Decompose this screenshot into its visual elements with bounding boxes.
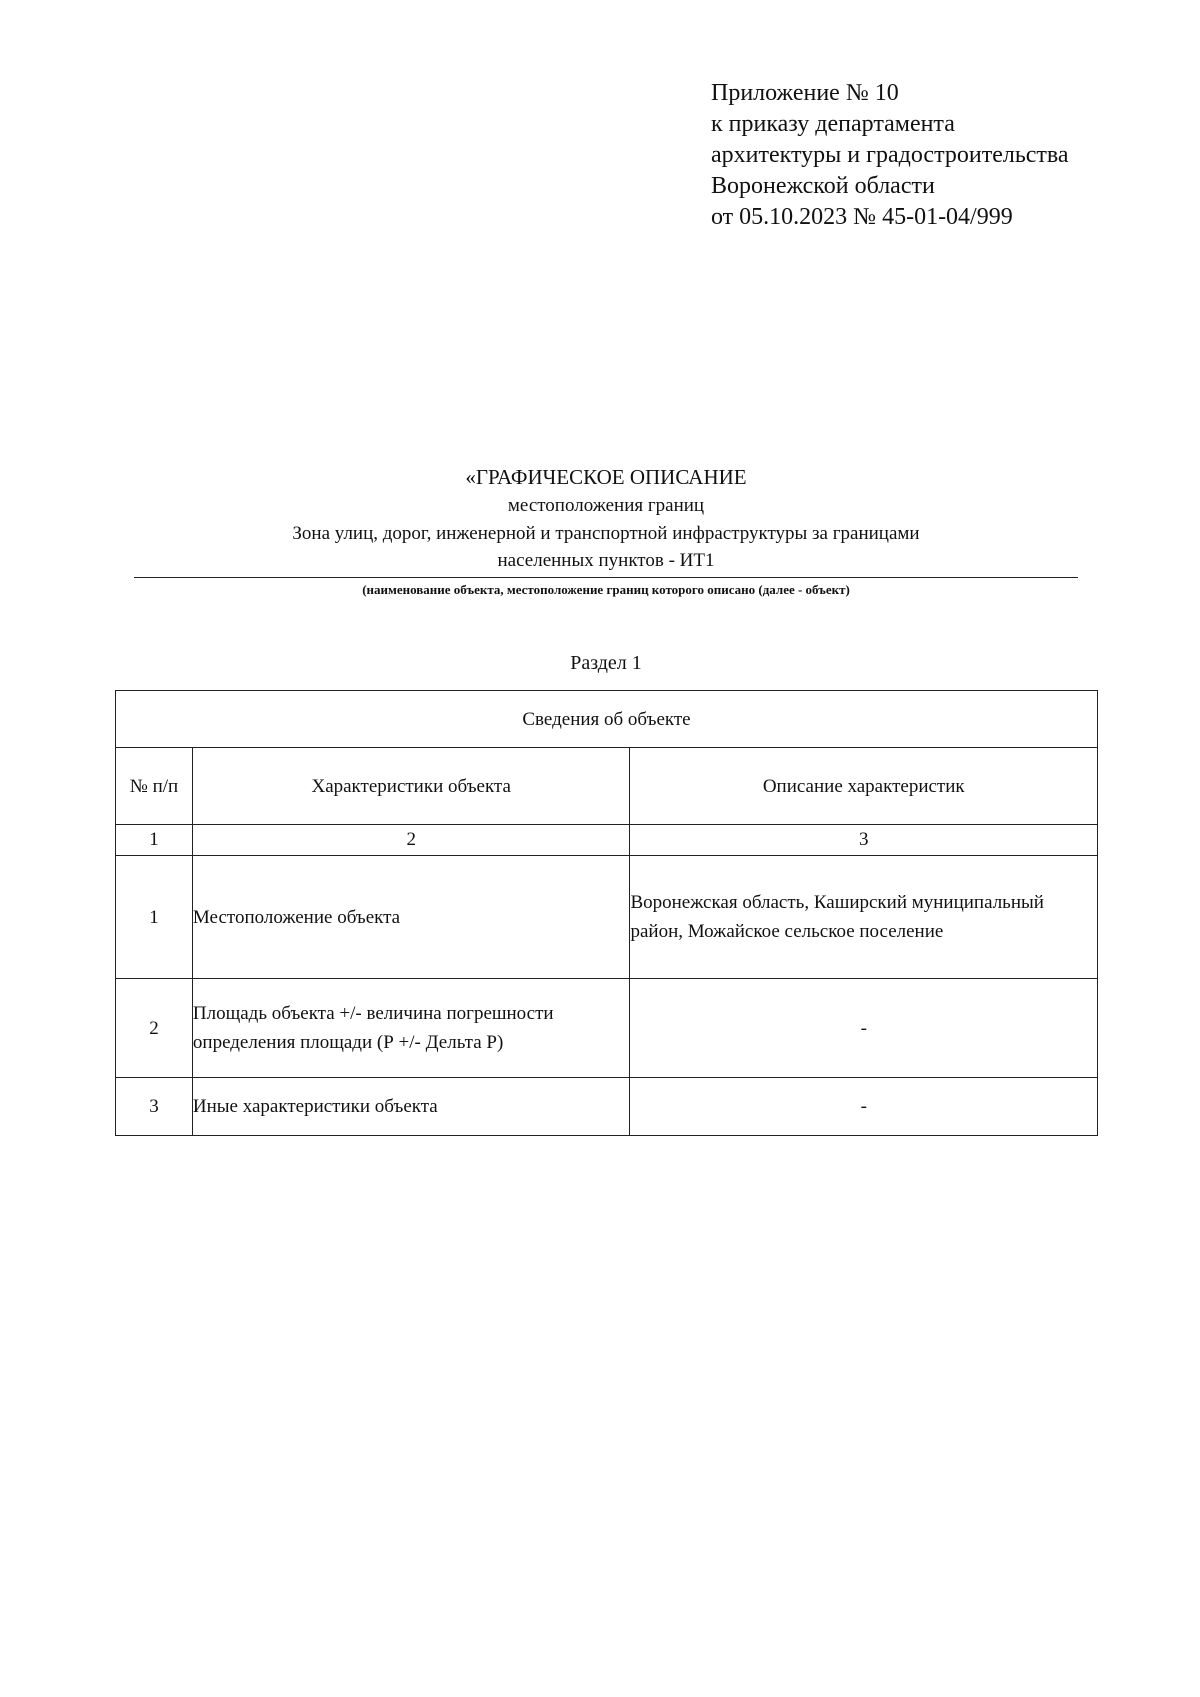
row-num: 3	[116, 1078, 193, 1136]
title-underline	[134, 577, 1078, 578]
appendix-line: архитектуры и градостроительства	[711, 142, 1069, 168]
object-name-line-1: Зона улиц, дорог, инженерной и транспортной инфраструктуры за границами	[292, 523, 920, 544]
row-description: -	[630, 979, 1098, 1078]
object-name-caption: (наименование объекта, местоположение границ которого описано (далее - объект)	[362, 582, 850, 597]
header-description: Описание характеристик	[630, 748, 1098, 825]
row-num: 1	[116, 856, 193, 979]
appendix-line: к приказу департамента	[711, 111, 955, 137]
object-name-line-2: населенных пунктов - ИТ1	[497, 550, 715, 571]
table-row	[116, 856, 1098, 979]
object-info-table	[115, 690, 1098, 1136]
appendix-block	[711, 78, 1181, 233]
appendix-line: от 05.10.2023 № 45-01-04/999	[711, 204, 1013, 230]
row-num: 2	[116, 979, 193, 1078]
column-number: 1	[116, 825, 193, 856]
column-number-row	[116, 825, 1098, 856]
header-num: № п/п	[116, 748, 193, 825]
document-title-block	[134, 462, 1078, 600]
row-characteristic: Иные характеристики объекта	[192, 1078, 630, 1136]
document-title: «ГРАФИЧЕСКОЕ ОПИСАНИЕ	[465, 465, 747, 489]
table-row	[116, 1078, 1098, 1136]
table-header-row	[116, 748, 1098, 825]
row-description: Воронежская область, Каширский муниципальный район, Можайское сельское поселение	[630, 856, 1098, 979]
document-subtitle: местоположения границ	[507, 495, 705, 516]
row-description: -	[630, 1078, 1098, 1136]
header-characteristic: Характеристики объекта	[192, 748, 630, 825]
section-label: Раздел 1	[570, 652, 642, 674]
appendix-line: Приложение № 10	[711, 80, 899, 106]
table-caption: Сведения об объекте	[116, 691, 1098, 748]
row-characteristic: Площадь объекта +/- величина погрешности определения площади (Р +/- Дельта Р)	[192, 979, 630, 1078]
table-row	[116, 979, 1098, 1078]
column-number: 2	[192, 825, 630, 856]
appendix-line: Воронежской области	[711, 173, 935, 199]
column-number: 3	[630, 825, 1098, 856]
row-characteristic: Местоположение объекта	[192, 856, 630, 979]
table-caption-row	[116, 691, 1098, 748]
